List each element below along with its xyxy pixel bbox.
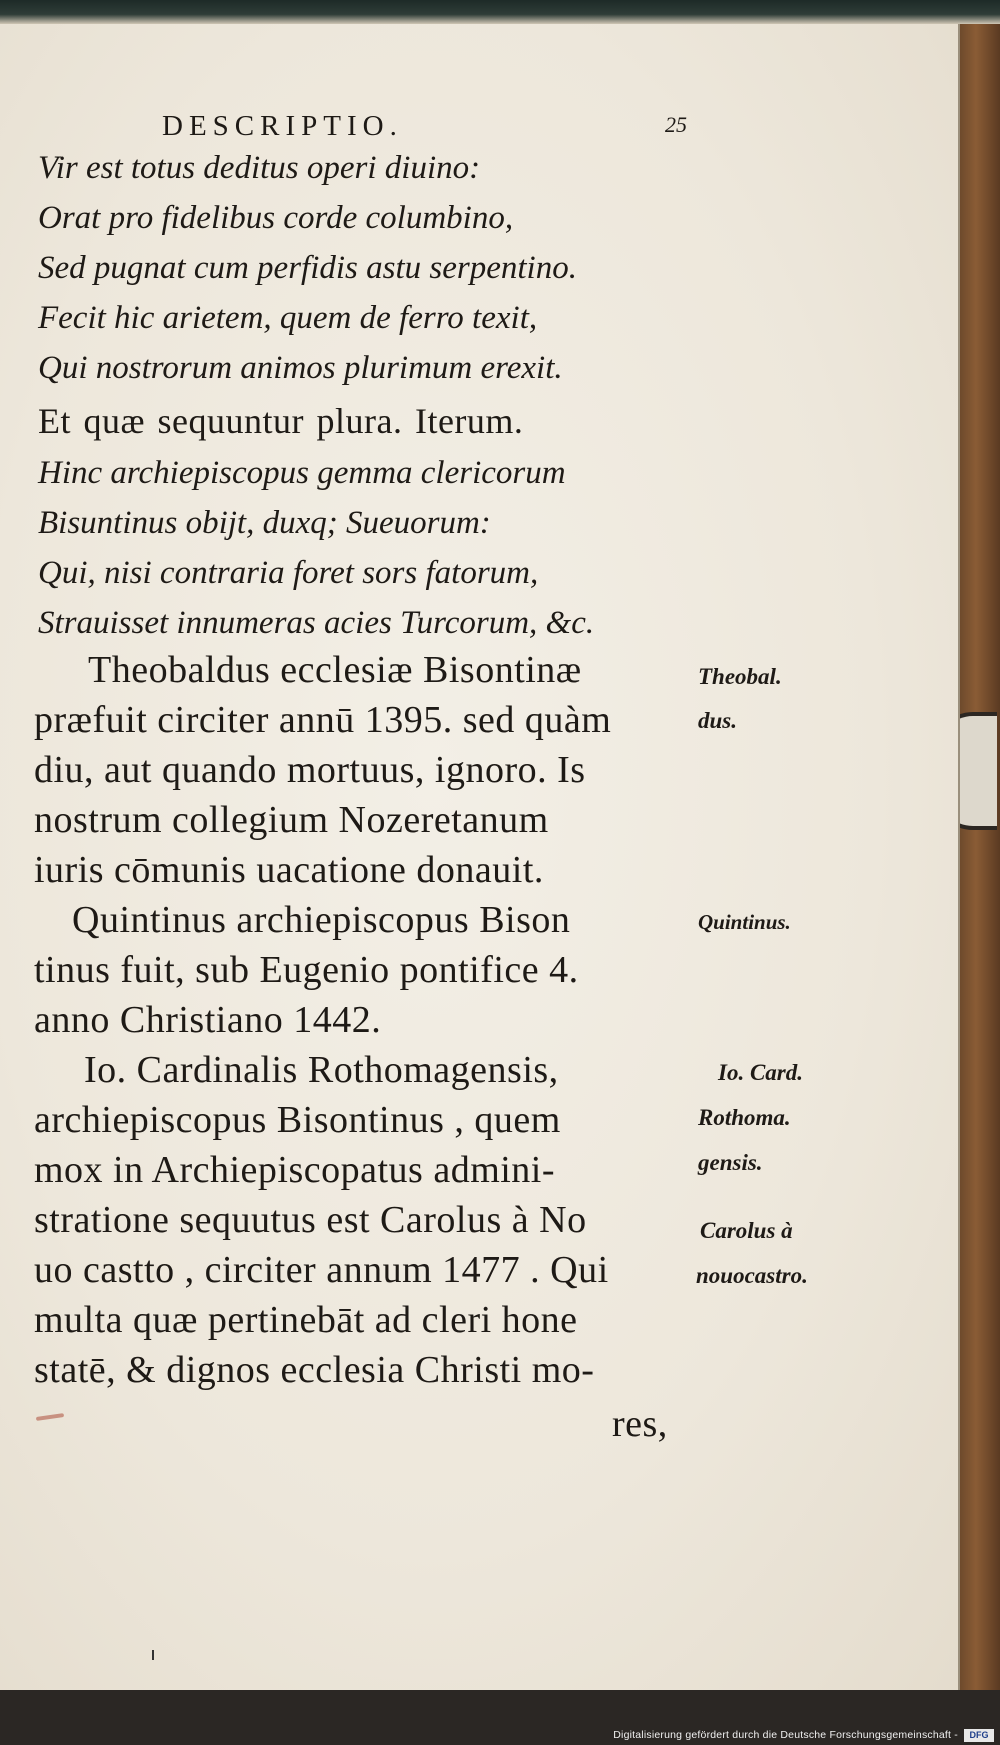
text-line: iuris cōmunis uacatione donauit. — [34, 849, 544, 891]
text-line: uo castto , circiter annum 1477 . Qui — [34, 1249, 609, 1291]
text-line: Quintinus archiepiscopus Bison — [72, 899, 571, 941]
text-line: multa quæ pertinebāt ad cleri hone — [34, 1299, 578, 1341]
text-line: Qui nostrorum animos plurimum erexit. — [38, 350, 563, 386]
ink-mark — [152, 1650, 154, 1660]
margin-note: nouocastro. — [696, 1263, 808, 1288]
text-line: Io. Cardinalis Rothomagensis, — [84, 1049, 559, 1091]
running-head: DESCRIPTIO. — [162, 110, 403, 142]
margin-note: Carolus à — [700, 1218, 793, 1243]
margin-note: Quintinus. — [698, 910, 791, 934]
text-line: statē, & dignos ecclesia Christi mo- — [34, 1349, 595, 1391]
text-line: Hinc archiepiscopus gemma clericorum — [38, 455, 566, 491]
text-line: Qui, nisi contraria foret sors fatorum, — [38, 555, 539, 591]
text-line: Orat pro fidelibus corde columbino, — [38, 200, 514, 236]
catchword: res, — [612, 1403, 668, 1445]
margin-note: Rothoma. — [698, 1105, 791, 1130]
text-line: Bisuntinus obijt, duxq; Sueuorum: — [38, 505, 491, 541]
text-line: anno Christiano 1442. — [34, 999, 382, 1041]
footer-bar — [0, 1690, 1000, 1745]
text-line: Fecit hic arietem, quem de ferro texit, — [38, 300, 538, 336]
margin-note: Theobal. — [698, 664, 782, 689]
funding-credit: Digitalisierung gefördert durch die Deutsche Forschungsgemeinschaft - — [613, 1729, 958, 1741]
text-line: præfuit circiter annū 1395. sed quàm — [34, 699, 612, 741]
text-line: nostrum collegium Nozeretanum — [34, 799, 549, 841]
text-line: Theobaldus ecclesiæ Bisontinæ — [88, 649, 582, 691]
text-line: Strauisset innumeras acies Turcorum, &c. — [38, 605, 595, 641]
book-edge — [958, 20, 1000, 1690]
margin-note: dus. — [698, 708, 737, 733]
text-line: stratione sequutus est Carolus à No — [34, 1199, 587, 1241]
text-line: Et quæ sequuntur plura. Iterum. — [38, 401, 524, 441]
text-line: Sed pugnat cum perfidis astu serpentino. — [38, 250, 577, 286]
dfg-logo-icon: DFG — [964, 1729, 994, 1742]
text-line: diu, aut quando mortuus, ignoro. Is — [34, 749, 586, 791]
margin-note: Io. Card. — [718, 1060, 803, 1085]
text-line: tinus fuit, sub Eugenio pontifice 4. — [34, 949, 579, 991]
text-line: archiepiscopus Bisontinus , quem — [34, 1099, 561, 1141]
margin-note: gensis. — [698, 1150, 763, 1175]
book-top-edge — [0, 0, 1000, 24]
text-line: mox in Archiepiscopatus admini- — [34, 1149, 556, 1191]
page-number: 25 — [665, 112, 687, 137]
text-line: Vir est totus deditus operi diuino: — [38, 150, 481, 186]
